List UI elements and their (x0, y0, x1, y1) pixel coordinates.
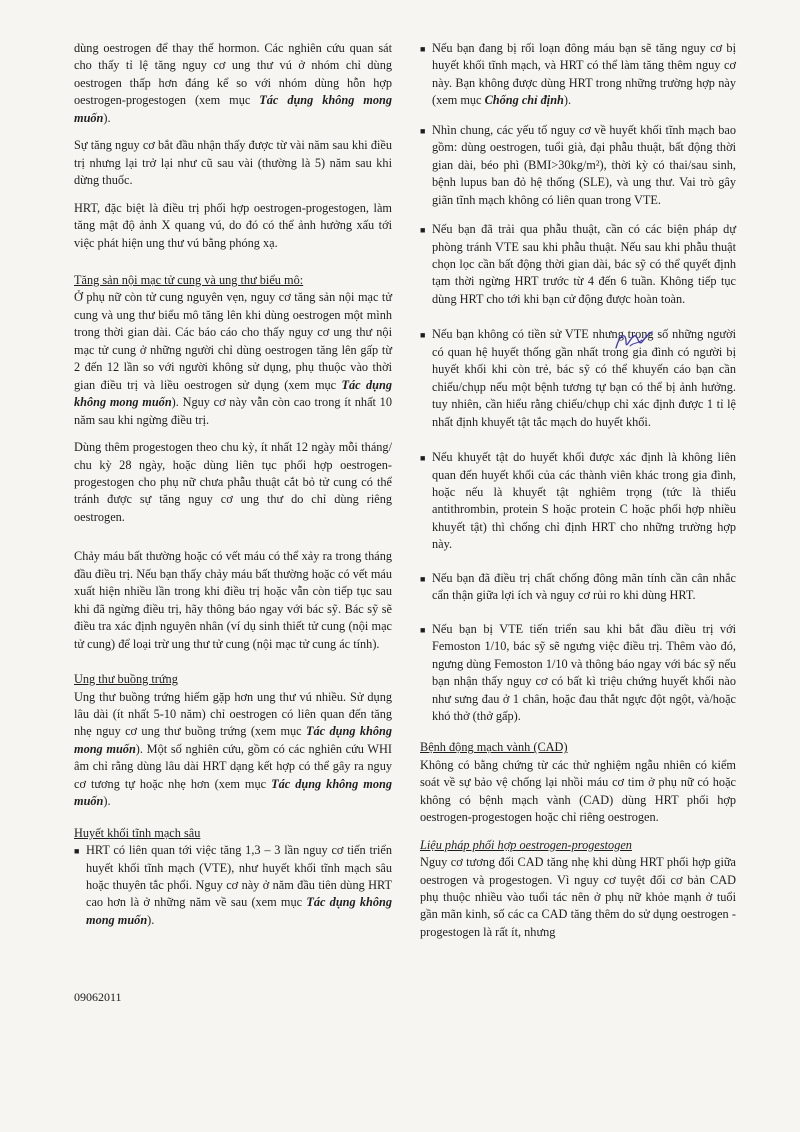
bullet-square-icon: ■ (420, 225, 426, 236)
text: ). Nguy cơ này vẫn còn cao trong ít nhất 10 năm sau khi ngừng điều trị. (74, 395, 392, 427)
section-heading: Bệnh động mạch vành (CAD) (420, 740, 568, 755)
text: ). (103, 110, 111, 125)
list-item (420, 326, 736, 431)
cross-reference: Tác dụng không mong muốn (74, 377, 392, 410)
paragraph: HRT, đặc biệt là điều trị phối hợp oestrogen-progestogen, làm tăng mật độ ảnh X quang vú, do đó có thể ảnh hưởng xấu tới việc phát hiện ung thư vú bằng phóng xạ. (74, 200, 392, 250)
paragraph: Không có bằng chứng từ các thử nghiệm ngẫu nhiên có kiểm soát về sự bảo vệ chống lại nhồi máu cơ tim ở phụ nữ có hoặc không có bệnh mạch vành (CAD) dùng HRT phối hợp oestrogen-progestogen hoặc chỉ riêng oestrogen. (420, 757, 736, 825)
left-column (74, 40, 392, 941)
cross-reference: Chống chỉ định (484, 93, 564, 108)
text: ). (563, 93, 572, 108)
section-heading: Huyết khối tĩnh mạch sâu (74, 825, 201, 840)
text: ). (103, 794, 111, 809)
subsection-heading: Liệu pháp phối hợp oestrogen-progestogen (420, 837, 632, 852)
bullet-square-icon: ■ (420, 44, 426, 54)
text: Nếu bạn đang bị rối loạn đông máu bạn sẽ tăng nguy cơ bị huyết khối tĩnh mạch, và HRT có thể làm tăng thêm nguy cơ này. Bạn không được dùng HRT trong những trường hợp này (xem mục (432, 41, 736, 108)
bullet-square-icon: ■ (420, 125, 426, 136)
document-code: 09062011 (74, 990, 122, 1004)
handwritten-initial (612, 328, 656, 356)
section-heading: Ung thư buồng trứng (74, 672, 178, 687)
list-item (420, 40, 736, 110)
list-item-text: Nếu bạn bị VTE tiến triển sau khi bắt đầu điều trị với Femoston 1/10, bác sỹ sẽ ngưng việc điều trị. Thêm vào đó, ngưng dùng Femoston 1/10 và thông báo ngay với bác sỹ nếu bạn nhận thấy nguy cơ có bất kì triệu chứng huyết khối nào như sưng đau ở 1 chân, hoặc đau thắt ngực đột ngột, và/hoặc khó thở (thở gấp). (432, 621, 736, 723)
right-column (420, 40, 736, 951)
list-item-text: Nếu bạn không có tiền sử VTE nhưng trong số những người có quan hệ huyết thống gần nhất trong gia đình có người bị huyết khối khi còn trẻ, bác sỹ có thể khuyến cáo bạn cần chiếu/chụp nếu một bệnh tương tự bạn có thể bị ảnh hưởng. tuy nhiên, cần hiểu rằng chiếu/chụp chỉ xác định được 1 tỉ lệ nhất định khuyết tật tắc mạch do huyết khối. (432, 327, 736, 429)
cross-reference: Tác dụng không mong muốn (74, 724, 392, 756)
paragraph (74, 689, 392, 811)
text: ). (147, 912, 155, 927)
paragraph: Sự tăng nguy cơ bắt đầu nhận thấy được từ vài năm sau khi điều trị nhưng lại trở lại như cũ sau vài (thường là 5) năm sau khi dừng thuốc. (74, 138, 392, 188)
list-item-text (86, 842, 392, 929)
text: HRT có liên quan tới việc tăng 1,3 – 3 lần nguy cơ tiến triển huyết khối tĩnh mạch (VTE), như huyết khối tĩnh mạch sâu hoặc thuyên tắc phổi. Nguy cơ này ở năm đầu tiên dùng HRT cao hơn là ở những năm về sau (xem mục (86, 843, 392, 910)
bullet-square-icon: ■ (74, 846, 80, 857)
list-item-text: Nếu bạn đã trải qua phẫu thuật, cần có các biện pháp dự phòng tránh VTE sau khi phẫu thuật. Nếu sau khi phẫu thuật chọn lọc cần bất động thời gian dài, bác sỹ có thể quyết định tạm thời ngừng HRT trước từ 4 đến 6 tuần. Không tiếp tục dùng HRT cho tới khi bạn cử động được hoàn toàn. (432, 222, 736, 306)
text: Ung thư buồng trứng hiếm gặp hơn ung thư vú nhiều. Sử dụng lâu dài (ít nhất 5-10 năm) chỉ oestrogen có liên quan đến tăng nhẹ nguy cơ ung thư buồng trứng (xem mục (74, 689, 392, 739)
list-item (74, 842, 392, 929)
list-item-text: Nhìn chung, các yếu tố nguy cơ về huyết khối tĩnh mạch bao gồm: dùng oestrogen, tuổi già, đại phẫu thuật, bất động thời gian dài, béo phì (BMI>30kg/m²), thời kỳ có thai/sau sinh, bệnh lupus ban đỏ hệ thống (SLE), và ung thư. Vai trò gây giãn tĩnh mạch không có liên quan trong VTE. (432, 122, 736, 207)
paragraph (74, 289, 392, 429)
list-item-text: Nếu khuyết tật do huyết khối được xác định là không liên quan đến huyết khối của các thành viên khác trong gia đình, hoặc nếu là khuyết tật nghiêm trọng (tức là thiếu antithrombin, protein S hoặc protein C hoặc phối hợp nhiều khuyết tật) thì chống chỉ định HRT cho những trường hợp này. (432, 450, 736, 552)
list-item-text (432, 40, 736, 110)
list-item (420, 570, 736, 605)
paragraph: Nguy cơ tương đối CAD tăng nhẹ khi dùng HRT phối hợp giữa oestrogen và progestogen. Vì nguy cơ tuyệt đối cơ bản CAD phụ thuộc nhiều vào tuổi tác nên ở phụ nữ khỏe mạnh ở tuổi gần mãn kinh, số các ca CAD tăng thêm do sử dụng oestrogen - progestogen là rất ít, nhưng (420, 855, 736, 939)
cross-reference: Tác dụng không mong muốn (74, 93, 392, 125)
list-item (420, 221, 736, 308)
text: dùng oestrogen để thay thế hormon. Các nghiên cứu quan sát cho thấy tỉ lệ tăng nguy cơ ung thư vú ở nhóm chỉ dùng oestrogen thấp hơn đáng kể so với nhóm dùng hỗn hợp oestrogen-progestogen (xem mục (74, 41, 392, 108)
paragraph: Chảy máu bất thường hoặc có vết máu có thể xảy ra trong tháng đầu điều trị. Nếu bạn thấy chảy máu bất thường hoặc có vết máu xuất hiện nhiều lần trong khi điều trị hoặc vẫn còn tiếp tục sau khi đã ngừng điều trị, hãy thông báo ngay với bác sỹ. Bác sỹ sẽ điều tra xác định nguyên nhân (ví dụ sinh thiết tử cung (nội mạc tử cung) để loại trừ ung thư tử cung (nội mạc tử cung ác tính). (74, 549, 392, 651)
text: ). Một số nghiên cứu, gồm có các nghiên cứu WHI âm chỉ rằng dùng lâu dài HRT dạng kết hợp có thể gây ra nguy cơ tương tự hoặc nhẹ hơn (xem mục (74, 741, 392, 791)
bullet-square-icon: ■ (420, 573, 426, 584)
list-item (420, 449, 736, 554)
cross-reference: Tác dụng không mong muốn (86, 895, 392, 927)
bullet-square-icon: ■ (420, 624, 426, 635)
text: Ở phụ nữ còn tử cung nguyên vẹn, nguy cơ tăng sản nội mạc tử cung và ung thư biểu mô tăng lên khi dùng oestrogen một mình trong thời gian dài. Các báo cáo cho thấy nguy cơ ung thư nội mạc tử cung ở những người chỉ dùng oestrogen tăng lên gấp từ 2 đến 12 lần so với người không sử dụng, phụ thuộc vào thời gian điều trị và liều oestrogen sử dụng (xem mục (74, 290, 392, 392)
paragraph: Dùng thêm progestogen theo chu kỳ, ít nhất 12 ngày mỗi tháng/ chu kỳ 28 ngày, hoặc dùng liên tục phối hợp oestrogen-progestogen cho phụ nữ chưa phẫu thuật cắt bỏ tử cung có thể tránh được sự tăng nguy cơ ung thư do chỉ dùng riêng oestrogen. (74, 440, 392, 524)
cross-reference: Tác dụng không mong muốn (74, 776, 392, 809)
bullet-square-icon: ■ (420, 330, 426, 341)
list-item-text: Nếu bạn đã điều trị chất chống đông mãn tính cần cân nhắc cẩn thận giữa lợi ích và nguy cơ rủi ro khi dùng HRT. (432, 570, 736, 603)
list-item (420, 122, 736, 209)
section-heading: Tăng sản nội mạc tử cung và ung thư biểu mô: (74, 272, 304, 287)
paragraph (74, 40, 392, 127)
bullet-square-icon: ■ (420, 453, 426, 464)
list-item (420, 621, 736, 726)
